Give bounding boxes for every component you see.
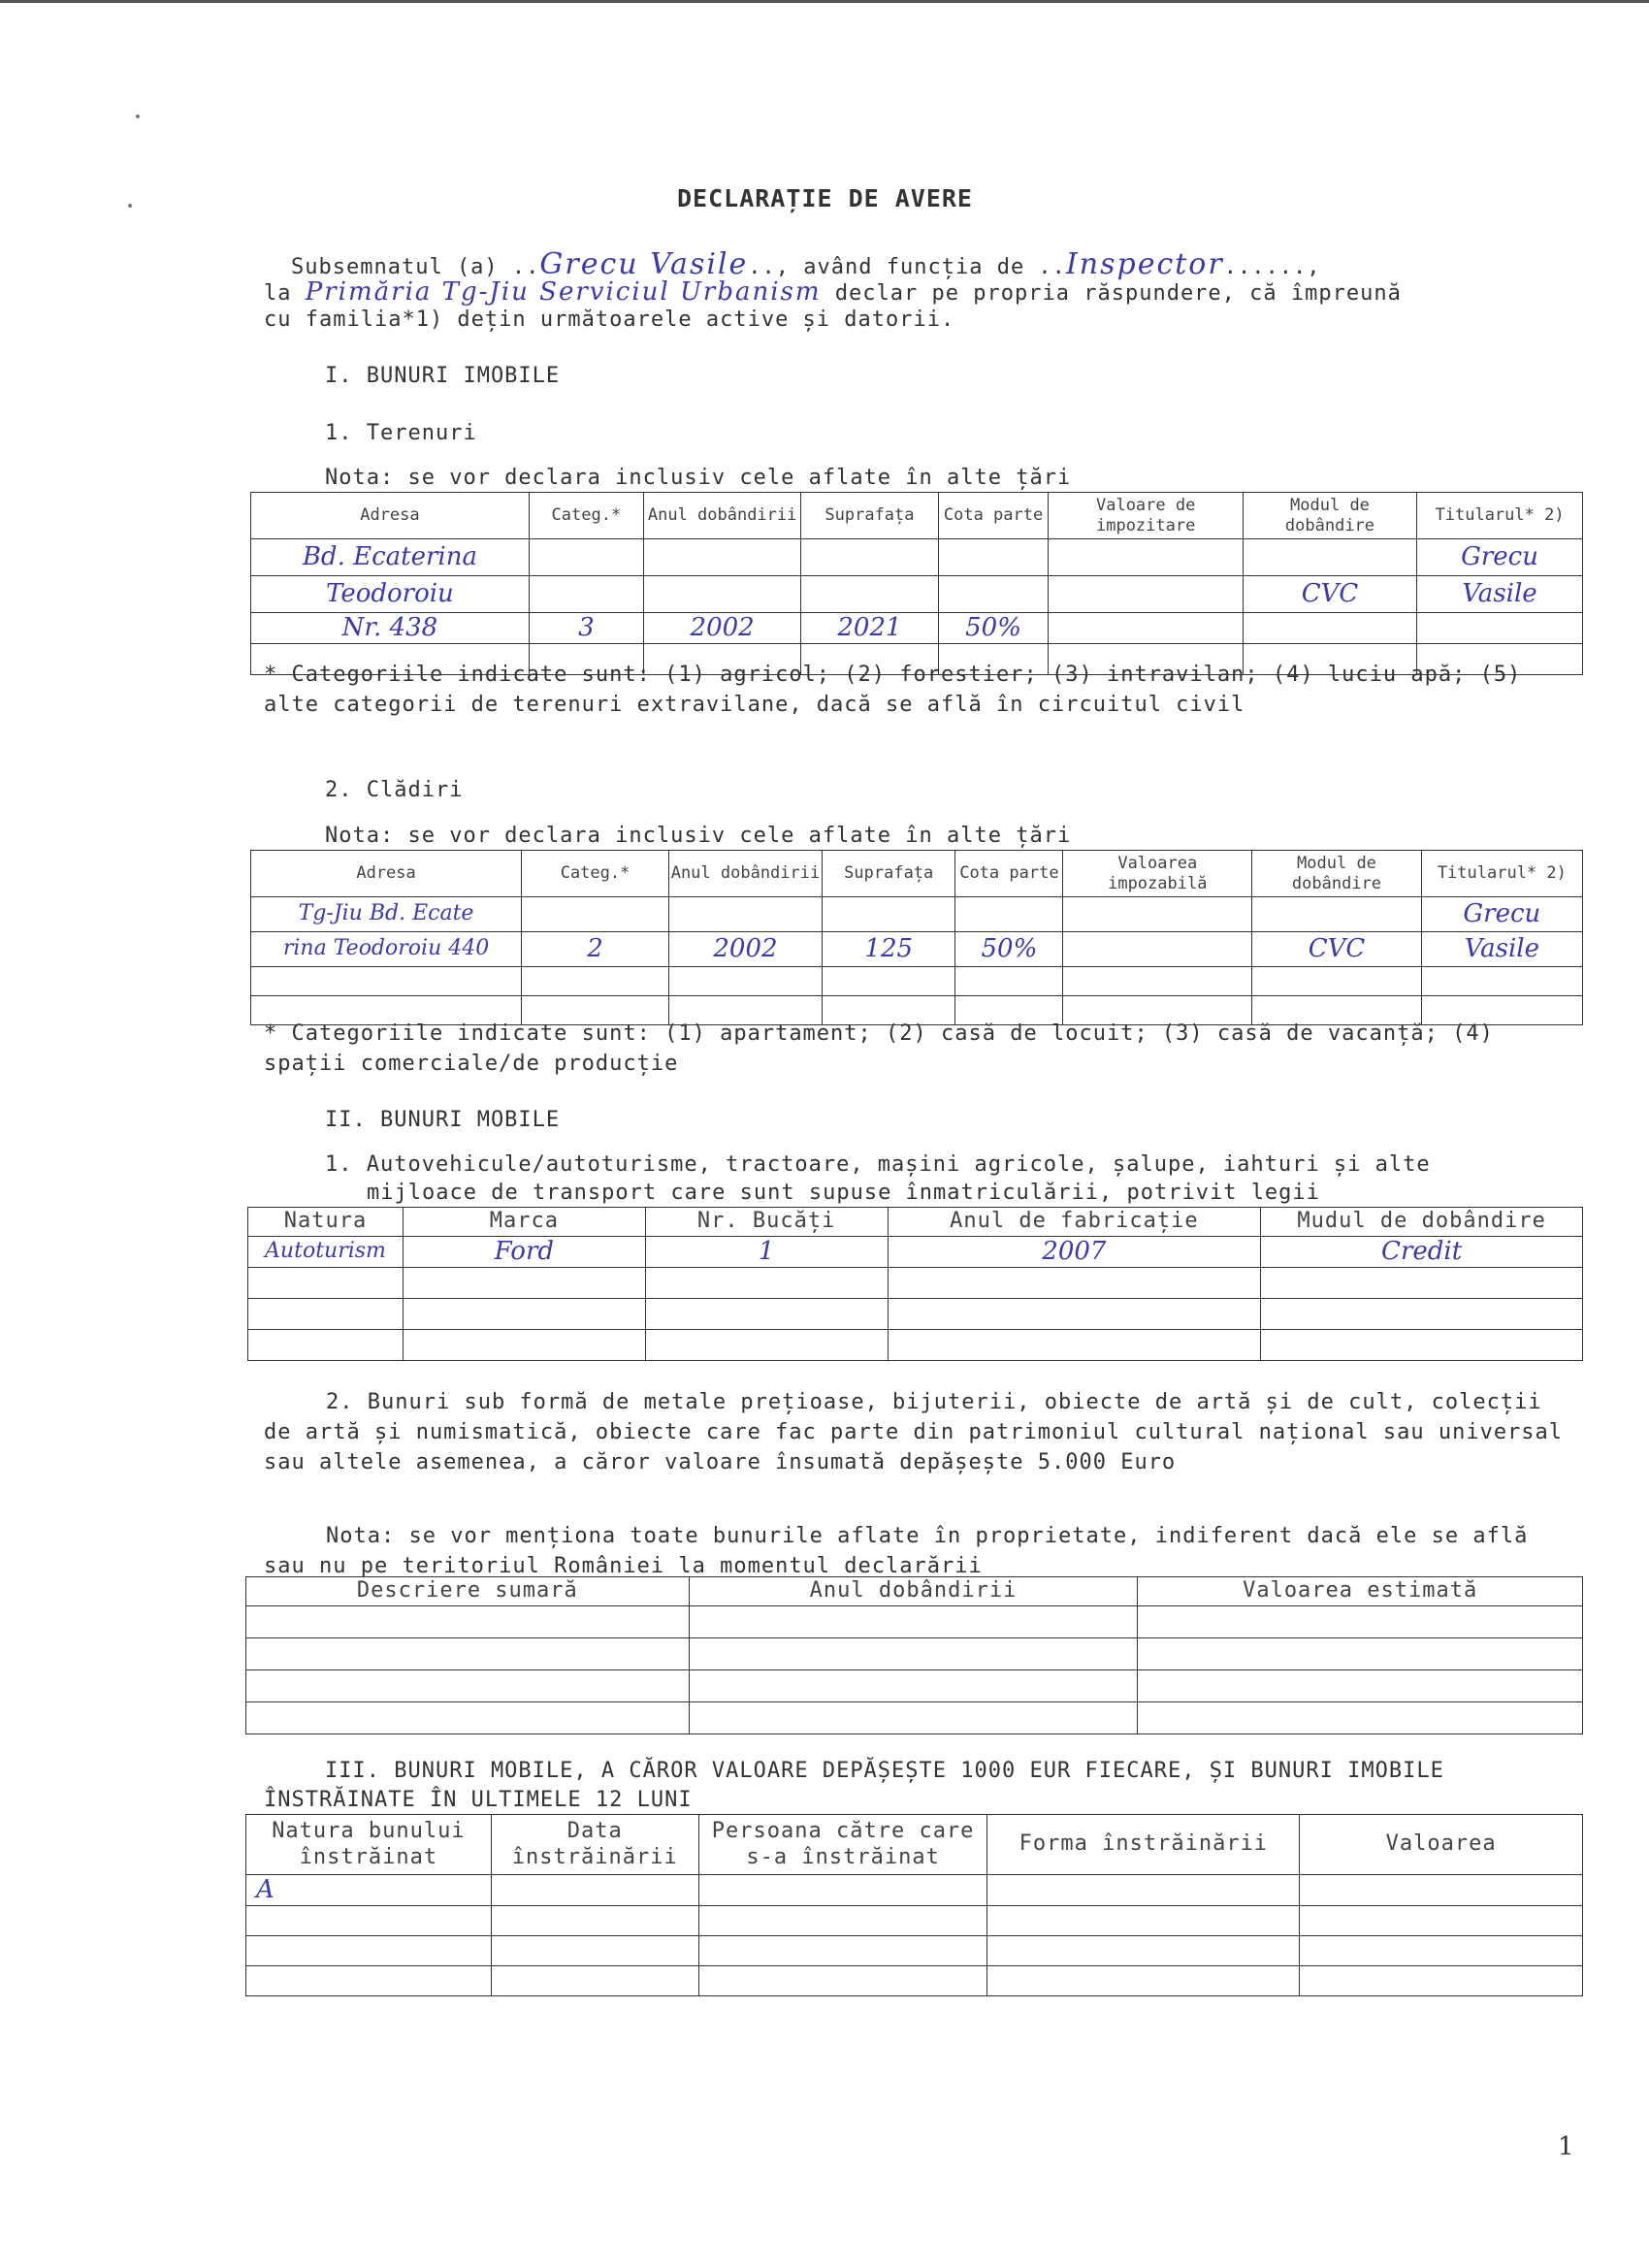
anul-cell: 2002 bbox=[643, 613, 800, 644]
titular-cell: Grecu bbox=[1417, 539, 1583, 576]
terenuri-footnote: * Categoriile indicate sunt: (1) agricol; (2) forestier; (3) intravilan; (4) luciu apă; (5) alte categorii de terenuri extravilane, dacă se află în circuitul civil bbox=[264, 663, 1522, 717]
col-header: Valoarea estimată bbox=[1138, 1577, 1583, 1606]
col-header: Modul de dobândire bbox=[1252, 851, 1421, 897]
table-row bbox=[251, 539, 1583, 576]
table-row bbox=[251, 613, 1583, 644]
table-row bbox=[248, 1268, 1583, 1299]
table-row bbox=[248, 1237, 1583, 1268]
table-header-row bbox=[248, 1208, 1583, 1237]
col-header: Titularul* 2) bbox=[1421, 851, 1582, 897]
adresa-cell: rina Teodoroiu 440 bbox=[251, 932, 522, 967]
col-header: Natura bbox=[248, 1208, 404, 1237]
col-header: Forma înstrăinării bbox=[987, 1815, 1300, 1875]
table-header-row bbox=[246, 1815, 1583, 1875]
modul-cell: CVC bbox=[1243, 576, 1416, 613]
col-header: Valoarea impozabilă bbox=[1063, 851, 1252, 897]
col-header: Adresa bbox=[251, 493, 530, 539]
adresa-cell: Bd. Ecaterina bbox=[251, 539, 530, 576]
col-header: Categ.* bbox=[529, 493, 643, 539]
page-title: DECLARAȚIE DE AVERE bbox=[677, 184, 973, 212]
page-number: 1 bbox=[1558, 2132, 1574, 2161]
suprafata-cell: 125 bbox=[822, 932, 955, 967]
valoare-cell bbox=[1049, 613, 1243, 644]
col-header: Categ.* bbox=[522, 851, 669, 897]
intro-line-3: cu familia*1) dețin următoarele active și datorii. bbox=[264, 308, 955, 332]
suprafata-cell: 2021 bbox=[801, 613, 938, 644]
col-header: Data înstrăinării bbox=[491, 1815, 698, 1875]
modul-dobandire-cell: Credit bbox=[1261, 1237, 1583, 1268]
col-header: Modul de dobândire bbox=[1243, 493, 1416, 539]
titular-cell: Vasile bbox=[1421, 932, 1582, 967]
adresa-cell: Tg-Jiu Bd. Ecate bbox=[251, 897, 522, 932]
col-header: Valoare de impozitare bbox=[1049, 493, 1243, 539]
intro-line-1: Subsemnatul (a) ..Grecu Vasile.., având funcția de ..Inspector......, bbox=[291, 247, 1321, 281]
natura-cell: Autoturism bbox=[248, 1237, 404, 1268]
titular-cell: Vasile bbox=[1417, 576, 1583, 613]
declarant-name: Grecu Vasile bbox=[539, 247, 749, 281]
col-header: Anul dobândirii bbox=[668, 851, 822, 897]
col-header: Valoarea bbox=[1300, 1815, 1583, 1875]
scan-top-edge bbox=[0, 0, 1649, 3]
categ-cell: 3 bbox=[529, 613, 643, 644]
terenuri-note: Nota: se vor declara inclusiv cele aflate în alte țări bbox=[325, 466, 1072, 490]
table-row bbox=[246, 1606, 1583, 1638]
section-3-heading-line-1: III. BUNURI MOBILE, A CĂROR VALOARE DEPĂȘEȘTE 1000 EUR FIECARE, ȘI BUNURI IMOBILE bbox=[325, 1759, 1444, 1783]
table-row bbox=[248, 1330, 1583, 1361]
col-header: Marca bbox=[403, 1208, 645, 1237]
valoare-cell bbox=[1063, 932, 1252, 967]
col-header: Persoana către care s-a înstrăinat bbox=[698, 1815, 987, 1875]
table-row bbox=[246, 1670, 1583, 1702]
table-row bbox=[251, 967, 1583, 996]
section-1-heading: I. BUNURI IMOBILE bbox=[325, 364, 561, 388]
scan-speck bbox=[136, 114, 140, 118]
cota-cell: 50% bbox=[938, 613, 1049, 644]
table-row bbox=[246, 1875, 1583, 1906]
col-header: Descriere sumară bbox=[246, 1577, 690, 1606]
table-header-row bbox=[251, 851, 1583, 897]
table-row bbox=[246, 1906, 1583, 1936]
col-header: Cota parte bbox=[955, 851, 1063, 897]
col-header: Mudul de dobândire bbox=[1261, 1208, 1583, 1237]
titular-cell: Grecu bbox=[1421, 897, 1582, 932]
table-row bbox=[251, 932, 1583, 967]
declarant-institution: Primăria Tg-Jiu Serviciul Urbanism bbox=[305, 277, 822, 307]
col-header: Titularul* 2) bbox=[1417, 493, 1583, 539]
adresa-cell: Teodoroiu bbox=[251, 576, 530, 613]
col-header: Suprafața bbox=[801, 493, 938, 539]
col-header: Adresa bbox=[251, 851, 522, 897]
cladiri-footnote: * Categoriile indicate sunt: (1) apartament; (2) casă de locuit; (3) casă de vacanță; (4) spații comerciale/de producție bbox=[264, 1021, 1494, 1076]
marca-cell: Ford bbox=[403, 1237, 645, 1268]
terenuri-table bbox=[250, 492, 1583, 675]
table-row bbox=[248, 1299, 1583, 1330]
nr-bucati-cell: 1 bbox=[645, 1237, 888, 1268]
table-header-row bbox=[251, 493, 1583, 539]
table-header-row bbox=[246, 1577, 1583, 1606]
cladiri-note: Nota: se vor declara inclusiv cele aflate în alte țări bbox=[325, 824, 1072, 848]
modul-cell: CVC bbox=[1252, 932, 1421, 967]
table-row bbox=[246, 1936, 1583, 1966]
col-header: Anul de fabricație bbox=[888, 1208, 1261, 1237]
section-3-heading-line-2: ÎNSTRĂINATE ÎN ULTIMELE 12 LUNI bbox=[264, 1788, 693, 1812]
anul-fabricatie-cell: 2007 bbox=[888, 1237, 1261, 1268]
cladiri-heading: 2. Clădiri bbox=[325, 778, 464, 802]
anul-cell: 2002 bbox=[668, 932, 822, 967]
auto-heading-line-1: 1. Autovehicule/autoturisme, tractoare, mașini agricole, șalupe, iahturi și alte bbox=[325, 1152, 1431, 1177]
bunuri-note: Nota: se vor menționa toate bunurile aflate în proprietate, indiferent dacă ele se află sau nu pe teritoriul României la momentul declarării bbox=[264, 1524, 1529, 1578]
table-row bbox=[251, 576, 1583, 613]
cladiri-table bbox=[250, 850, 1583, 1025]
col-header: Suprafața bbox=[822, 851, 955, 897]
bunuri-paragraph: 2. Bunuri sub formă de metale prețioase, bijuterii, obiecte de artă și de cult, colecții de artă și numismatică, obiecte care fac parte din patrimoniul cultural național sau universal sau altele asemenea, a căror valoare însumată depășește 5.000 Euro bbox=[264, 1390, 1564, 1474]
auto-heading-line-2: mijloace de transport care sunt supuse înmatriculării, potrivit legii bbox=[367, 1181, 1320, 1205]
bunuri-pretioase-table bbox=[245, 1576, 1583, 1734]
col-header: Nr. Bucăți bbox=[645, 1208, 888, 1237]
table-row bbox=[251, 897, 1583, 932]
col-header: Anul dobândirii bbox=[689, 1577, 1138, 1606]
col-header: Anul dobândirii bbox=[643, 493, 800, 539]
col-header: Cota parte bbox=[938, 493, 1049, 539]
handwritten-mark: A bbox=[246, 1875, 492, 1906]
col-header: Natura bunului înstrăinat bbox=[246, 1815, 492, 1875]
scan-speck bbox=[128, 204, 132, 208]
section-2-heading: II. BUNURI MOBILE bbox=[325, 1108, 561, 1132]
table-row bbox=[246, 1638, 1583, 1670]
table-row bbox=[246, 1966, 1583, 1996]
cota-cell: 50% bbox=[955, 932, 1063, 967]
table-row bbox=[246, 1702, 1583, 1734]
autovehicule-table bbox=[247, 1207, 1583, 1361]
categ-cell: 2 bbox=[522, 932, 669, 967]
terenuri-heading: 1. Terenuri bbox=[325, 421, 477, 445]
adresa-cell: Nr. 438 bbox=[251, 613, 530, 644]
declarant-function: Inspector bbox=[1065, 247, 1224, 281]
instrainate-table bbox=[245, 1814, 1583, 1996]
intro-line-2: la Primăria Tg-Jiu Serviciul Urbanism declar pe propria răspundere, că împreună bbox=[264, 277, 1402, 307]
